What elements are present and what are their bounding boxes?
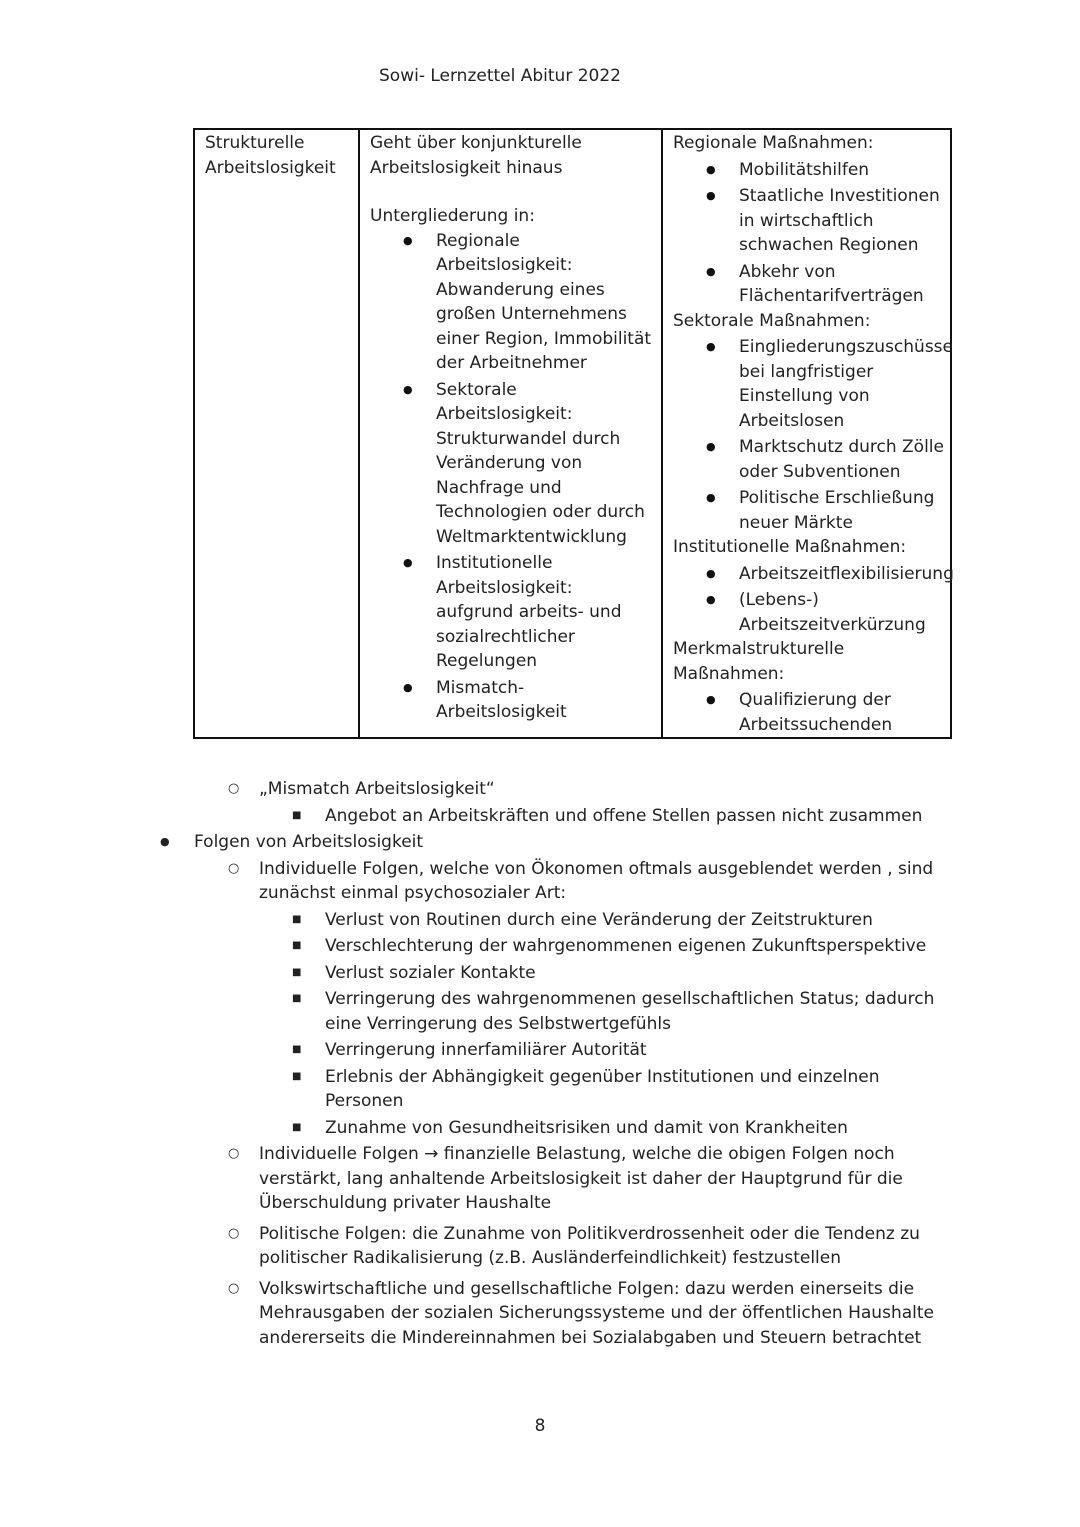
measure-heading: Regionale Maßnahmen: <box>673 133 874 153</box>
list-item: ● Sektorale Arbeitslosigkeit: Strukturwandel durch Veränderung von Nachfrage und Technologien oder durch Weltmarktentwicklung <box>370 378 655 550</box>
list-item: ● Staatliche Investitionen in wirtschaftlich schwachen Regionen <box>673 184 944 258</box>
psych-item: Verschlechterung der wahrgenommenen eigenen Zukunftsperspektive <box>325 936 927 956</box>
psych-item: Verlust sozialer Kontakte <box>325 962 536 983</box>
circle-bullet-icon: ○ <box>228 1225 240 1241</box>
list-item: ● (Lebens-) Arbeitszeitverkürzung <box>673 588 944 637</box>
individual-financial-text: Individuelle Folgen → finanzielle Belastung, welche die obigen Folgen noch verstärkt, lang anhaltende Arbeitslosigkeit ist daher der Hauptgrund für die Überschuldung privater Haushalte <box>259 1144 903 1213</box>
list-item: ● Politische Erschließung neuer Märkte <box>673 486 944 535</box>
square-bullet-icon: ■ <box>292 1044 302 1055</box>
list-item <box>160 934 960 959</box>
list-item <box>160 987 960 1036</box>
measures-cell <box>662 129 954 738</box>
list-item: ● Institutionelle Arbeitslosigkeit: aufgrund arbeits- und sozialrechtlicher Regelungen <box>370 551 655 674</box>
subdivision-list <box>370 229 655 725</box>
psych-item: Erlebnis der Abhängigkeit gegenüber Institutionen und einzelnen Personen <box>325 1066 880 1111</box>
measure-list <box>673 562 954 638</box>
description-cell <box>359 129 662 738</box>
list-item <box>160 1065 960 1114</box>
list-item <box>160 961 960 986</box>
table-row <box>194 129 951 738</box>
square-bullet-icon: ■ <box>292 1121 302 1133</box>
square-bullet-icon: ■ <box>292 993 302 1004</box>
psych-item: Verringerung des wahrgenommenen gesellschaftlichen Status; dadurch eine Verringerung des Selbstwertgefühls <box>325 989 935 1034</box>
list-item <box>160 1038 960 1063</box>
circle-bullet-icon: ○ <box>228 860 240 876</box>
subpoint-individual-financial <box>160 1142 960 1216</box>
square-bullet-icon: ■ <box>292 966 302 978</box>
list-item: ● Mismatch- Arbeitslosigkeit <box>370 676 655 725</box>
point-consequences <box>160 830 960 855</box>
psych-item: Zunahme von Gesundheitsrisiken und damit von Krankheiten <box>325 1117 848 1138</box>
subpoint-economic-social <box>160 1277 960 1351</box>
mismatch-detail: Angebot an Arbeitskräften und offene Stellen passen nicht zusammen <box>325 805 923 826</box>
subpoint-political <box>160 1222 960 1271</box>
list-item: ● Regionale Arbeitslosigkeit: Abwanderung eines großen Unternehmens einer Region, Immobilität der Arbeitnehmer <box>370 229 655 376</box>
measure-list <box>673 335 953 535</box>
consequences-title: Folgen von Arbeitslosigkeit <box>194 832 424 852</box>
subpoint-mismatch <box>160 777 960 802</box>
list-item <box>160 1116 960 1141</box>
economic-social-text: Volkswirtschaftliche und gesellschaftliche Folgen: dazu werden einerseits die Mehrausgaben der sozialen Sicherungssysteme und der öffentlichen Haushalte andererseits die Mindereinnahmen bei Sozialabgaben und Steuern betrachtet <box>259 1278 934 1348</box>
psych-item: Verlust von Routinen durch eine Veränderung der Zeitstrukturen <box>325 909 873 930</box>
list-item: ● Arbeitszeitflexibilisierung <box>673 562 944 587</box>
list-item: ● Marktschutz durch Zölle oder Subventionen <box>673 435 944 484</box>
psych-item: Verringerung innerfamiliärer Autorität <box>325 1040 647 1060</box>
list-item: ● Qualifizierung der Arbeitssuchenden <box>673 688 944 737</box>
circle-bullet-icon: ○ <box>228 1146 240 1161</box>
term-cell <box>194 129 359 738</box>
list-item: ● Eingliederungszuschüsse bei langfristiger Einstellung von Arbeitslosen <box>673 335 944 433</box>
structural-unemployment-table <box>193 128 952 739</box>
individual-psych-text: Individuelle Folgen, welche von Ökonomen oftmals ausgeblendet werden , sind zunächst einmal psychosozialer Art: <box>259 858 934 903</box>
circle-bullet-icon: ○ <box>228 781 240 796</box>
measure-list <box>673 158 944 309</box>
measure-heading: Merkmalstrukturelle Maßnahmen: <box>673 639 845 684</box>
detail-mismatch <box>160 804 960 829</box>
square-bullet-icon: ■ <box>292 1070 302 1082</box>
subdivision-label: Untergliederung in: <box>370 206 535 226</box>
list-item <box>160 908 960 933</box>
subpoint-individual-psych <box>160 857 960 906</box>
page-number: 8 <box>534 1416 546 1436</box>
mismatch-title: „Mismatch Arbeitslosigkeit“ <box>259 779 495 799</box>
measure-heading: Sektorale Maßnahmen: <box>673 310 871 331</box>
square-bullet-icon: ■ <box>292 940 302 951</box>
notes-section <box>160 775 960 1350</box>
political-text: Politische Folgen: die Zunahme von Politikverdrossenheit oder die Tendenz zu politischer Radikalisierung (z.B. Ausländerfeindlichkeit) festzustellen <box>259 1223 920 1268</box>
page-header: Sowi- Lernzettel Abitur 2022 <box>379 66 621 86</box>
description-intro: Geht über konjunkturelle Arbeitslosigkeit hinaus <box>370 133 582 178</box>
square-bullet-icon: ■ <box>292 809 302 821</box>
list-item: ● Mobilitätshilfen <box>673 158 944 183</box>
measure-heading: Institutionelle Maßnahmen: <box>673 537 907 557</box>
square-bullet-icon: ■ <box>292 913 302 925</box>
term-label: Strukturelle Arbeitslosigkeit <box>205 133 336 178</box>
list-item: ● Abkehr von Flächentarifverträgen <box>673 260 944 309</box>
bullet-icon: ● <box>160 835 170 848</box>
circle-bullet-icon: ○ <box>228 1280 240 1296</box>
measure-list <box>673 688 944 737</box>
